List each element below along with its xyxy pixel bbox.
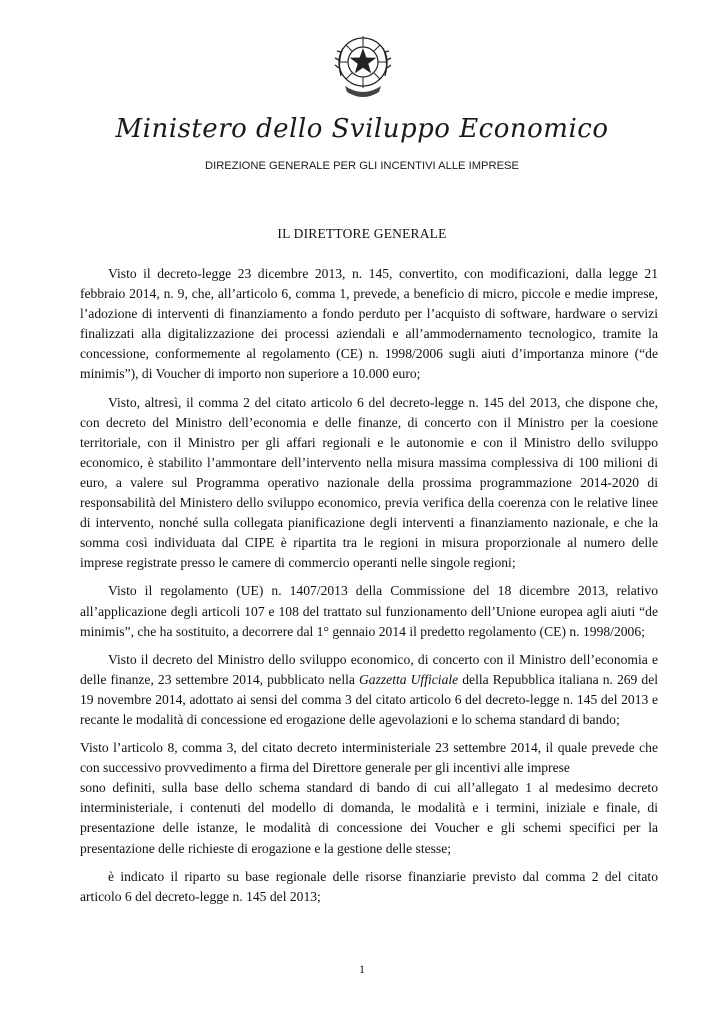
paragraph: Visto l’articolo 8, comma 3, del citato decreto interministeriale 23 settembre 2014, il quale prevede che con successivo provvedimento a firma del Direttore generale per gli incentivi alle imprese <box>80 740 658 776</box>
paragraph <box>80 650 658 730</box>
italic-title: Gazzetta Ufficiale <box>358 671 459 687</box>
paragraph: Visto, altresì, il comma 2 del citato articolo 6 del decreto-legge n. 145 del 2013, che dispone che, con decreto del Ministro dell’economia e delle finanze, di concerto con il Ministro per la coesione territoriale, con il Ministro per gli affari regionali e le autonomie e con il Ministro dello sviluppo economico, è stabilito l’ammontare dell’intervento nella misura massima complessiva di 100 milioni di euro, a valere sul Programma operativo nazionale della prossima programmazione 2014-2020 di responsabilità del Ministero dello sviluppo economico, previa verifica della coerenza con le relative linee di intervento, nonché sulla collegata pianificazione degli interventi a finanziamento nazionale, e che la somma così individuata dal CIPE è ripartita tra le regioni in misura proporzionale al numero delle imprese registrate presso le camere di commercio operanti nelle singole regioni; <box>80 394 658 571</box>
page-number: 1 <box>359 962 365 976</box>
directorate-subtitle: DIREZIONE GENERALE PER GLI INCENTIVI ALLE IMPRESE <box>205 160 519 172</box>
italian-republic-emblem-icon <box>331 28 395 102</box>
paragraph: Visto il regolamento (UE) n. 1407/2013 della Commissione del 18 dicembre 2013, relativo all’applicazione degli articoli 107 e 108 del trattato sul funzionamento dell’Unione europea agli aiuti “de minimis”, che ha sostituito, a decorrere dal 1° gennaio 2014 il predetto regolamento (CE) n. 1998/2006; <box>80 583 658 639</box>
ministry-title: Ministero dello Sviluppo Economico <box>115 114 609 144</box>
paragraph-text: della Repubblica italiana n. 269 del 19 novembre 2014, adottato ai sensi del comma 3 del citato articolo 6 del decreto-legge n. 145 del 2013 e recante le modalità di concessione ed erogazione delle agevolazioni e lo schema standard di bando; <box>80 671 658 727</box>
paragraph-text: Visto il decreto del Ministro dello sviluppo economico, di concerto con il Ministro dell’economia e delle finanze, 23 settembre 2014, pubblicato nella <box>80 651 658 687</box>
paragraph: sono definiti, sulla base dello schema standard di bando di cui all’allegato 1 al medesimo decreto interministeriale, i contenuti del modello di domanda, le modalità e i termini, iniziale e finale, di presentazione delle istanze, le modalità di concessione dei Voucher e gli schemi specifici per la presentazione delle richieste di erogazione e la gestione delle stesse; <box>80 780 658 856</box>
paragraph: Visto il decreto-legge 23 dicembre 2013, n. 145, convertito, con modificazioni, dalla legge 21 febbraio 2014, n. 9, che, all’articolo 6, comma 1, prevede, a beneficio di micro, piccole e medie imprese, l’adozione di interventi di finanziamento a fondo perduto per l’acquisto di software, hardware o servizi finalizzati alla digitalizzazione dei processi aziendali e all’ammodernamento tecnologico, tramite la concessione, conformemente al regolamento (CE) n. 1998/2006 sugli aiuti d’importanza minore (“de minimis”), di Voucher di importo non superiore a 10.000 euro; <box>80 266 658 382</box>
document-heading: IL DIRETTORE GENERALE <box>277 226 447 241</box>
paragraph: è indicato il riparto su base regionale delle risorse finanziarie previsto dal comma 2 del citato articolo 6 del decreto-legge n. 145 del 2013; <box>80 868 658 904</box>
document-body <box>80 264 658 915</box>
